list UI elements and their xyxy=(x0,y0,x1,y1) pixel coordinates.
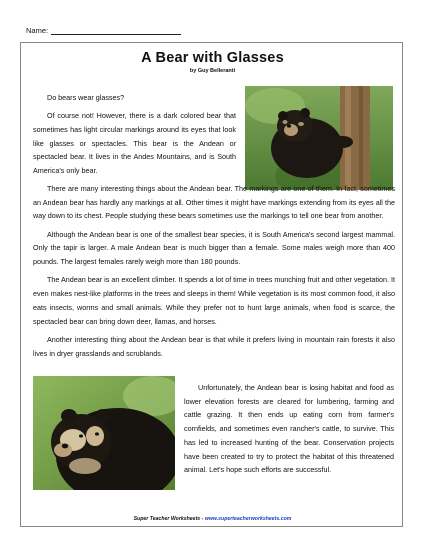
name-blank-line[interactable] xyxy=(51,27,181,35)
paragraph: Of course not! However, there is a dark colored bear that sometimes has light circular markings around its eyes that look like glasses or spectacles. This bear is the Andean or spectacled bear. It lives in the Andes Mountains, and is South America's only bear. xyxy=(33,111,236,176)
article-byline: by Guy Belleranti xyxy=(189,68,236,74)
footer xyxy=(0,516,425,522)
bear-face-photo xyxy=(33,376,175,490)
footer-brand: Super Teacher Worksheets xyxy=(133,516,201,522)
paragraph: Although the Andean bear is one of the smallest bear species, it is South America's second largest mammal. Only the tapir is larger. A male Andean bear is much bigger than a female. Some males weigh more than 400 pounds. The largest females rarely weigh more than 180 pounds. xyxy=(33,229,395,267)
paragraph: Unfortunately, the Andean bear is losing habitat and food as lower elevation forests are cleared for lumbering, farming and cattle grazing. It then ends up eating corn from farmer's cornfields, and sometimes even rancher's cattle, to survive. This has led to increased hunting of the bear. Conservation projects have been created to try to protect the habitat of this threatened animal. Let's hope such efforts are successful. xyxy=(184,383,394,475)
closing-text-block xyxy=(184,381,394,482)
paragraph: Another interesting thing about the Andean bear is that while it prefers living in mountain rain forests it also lives in dryer grasslands and scrublands. xyxy=(33,334,395,358)
footer-separator: - xyxy=(200,516,205,522)
name-label: Name: xyxy=(26,26,49,35)
paragraph: The Andean bear is an excellent climber. It spends a lot of time in trees munching fruit and other vegetation. It even makes nest-like platforms in the trees and sleeps in them! While vegetation is its most common food, it also eats insects, worms and small animals. While they prefer not to hunt large animals, when food is scarce, the spectacled bear can bring down deer, llamas, and horses. xyxy=(33,275,395,326)
paragraph: Do bears wear glasses? xyxy=(47,93,125,102)
footer-url-link[interactable]: www.superteacherworksheets.com xyxy=(204,516,292,522)
bear-in-tree-photo xyxy=(245,86,393,190)
body-text-block xyxy=(33,182,395,365)
paragraph: There are many interesting things about the Andean bear. The markings are one of them. In fact, sometimes an Andean bear has hardly any markings at all. Other times it might have markings extending from its eyes all the way down to its chest. People studying these bears sometimes use the markings to tell one bear from another. xyxy=(33,184,395,221)
intro-text-block xyxy=(33,91,236,182)
article-title: A Bear with Glasses xyxy=(141,50,284,66)
name-field xyxy=(26,26,181,35)
